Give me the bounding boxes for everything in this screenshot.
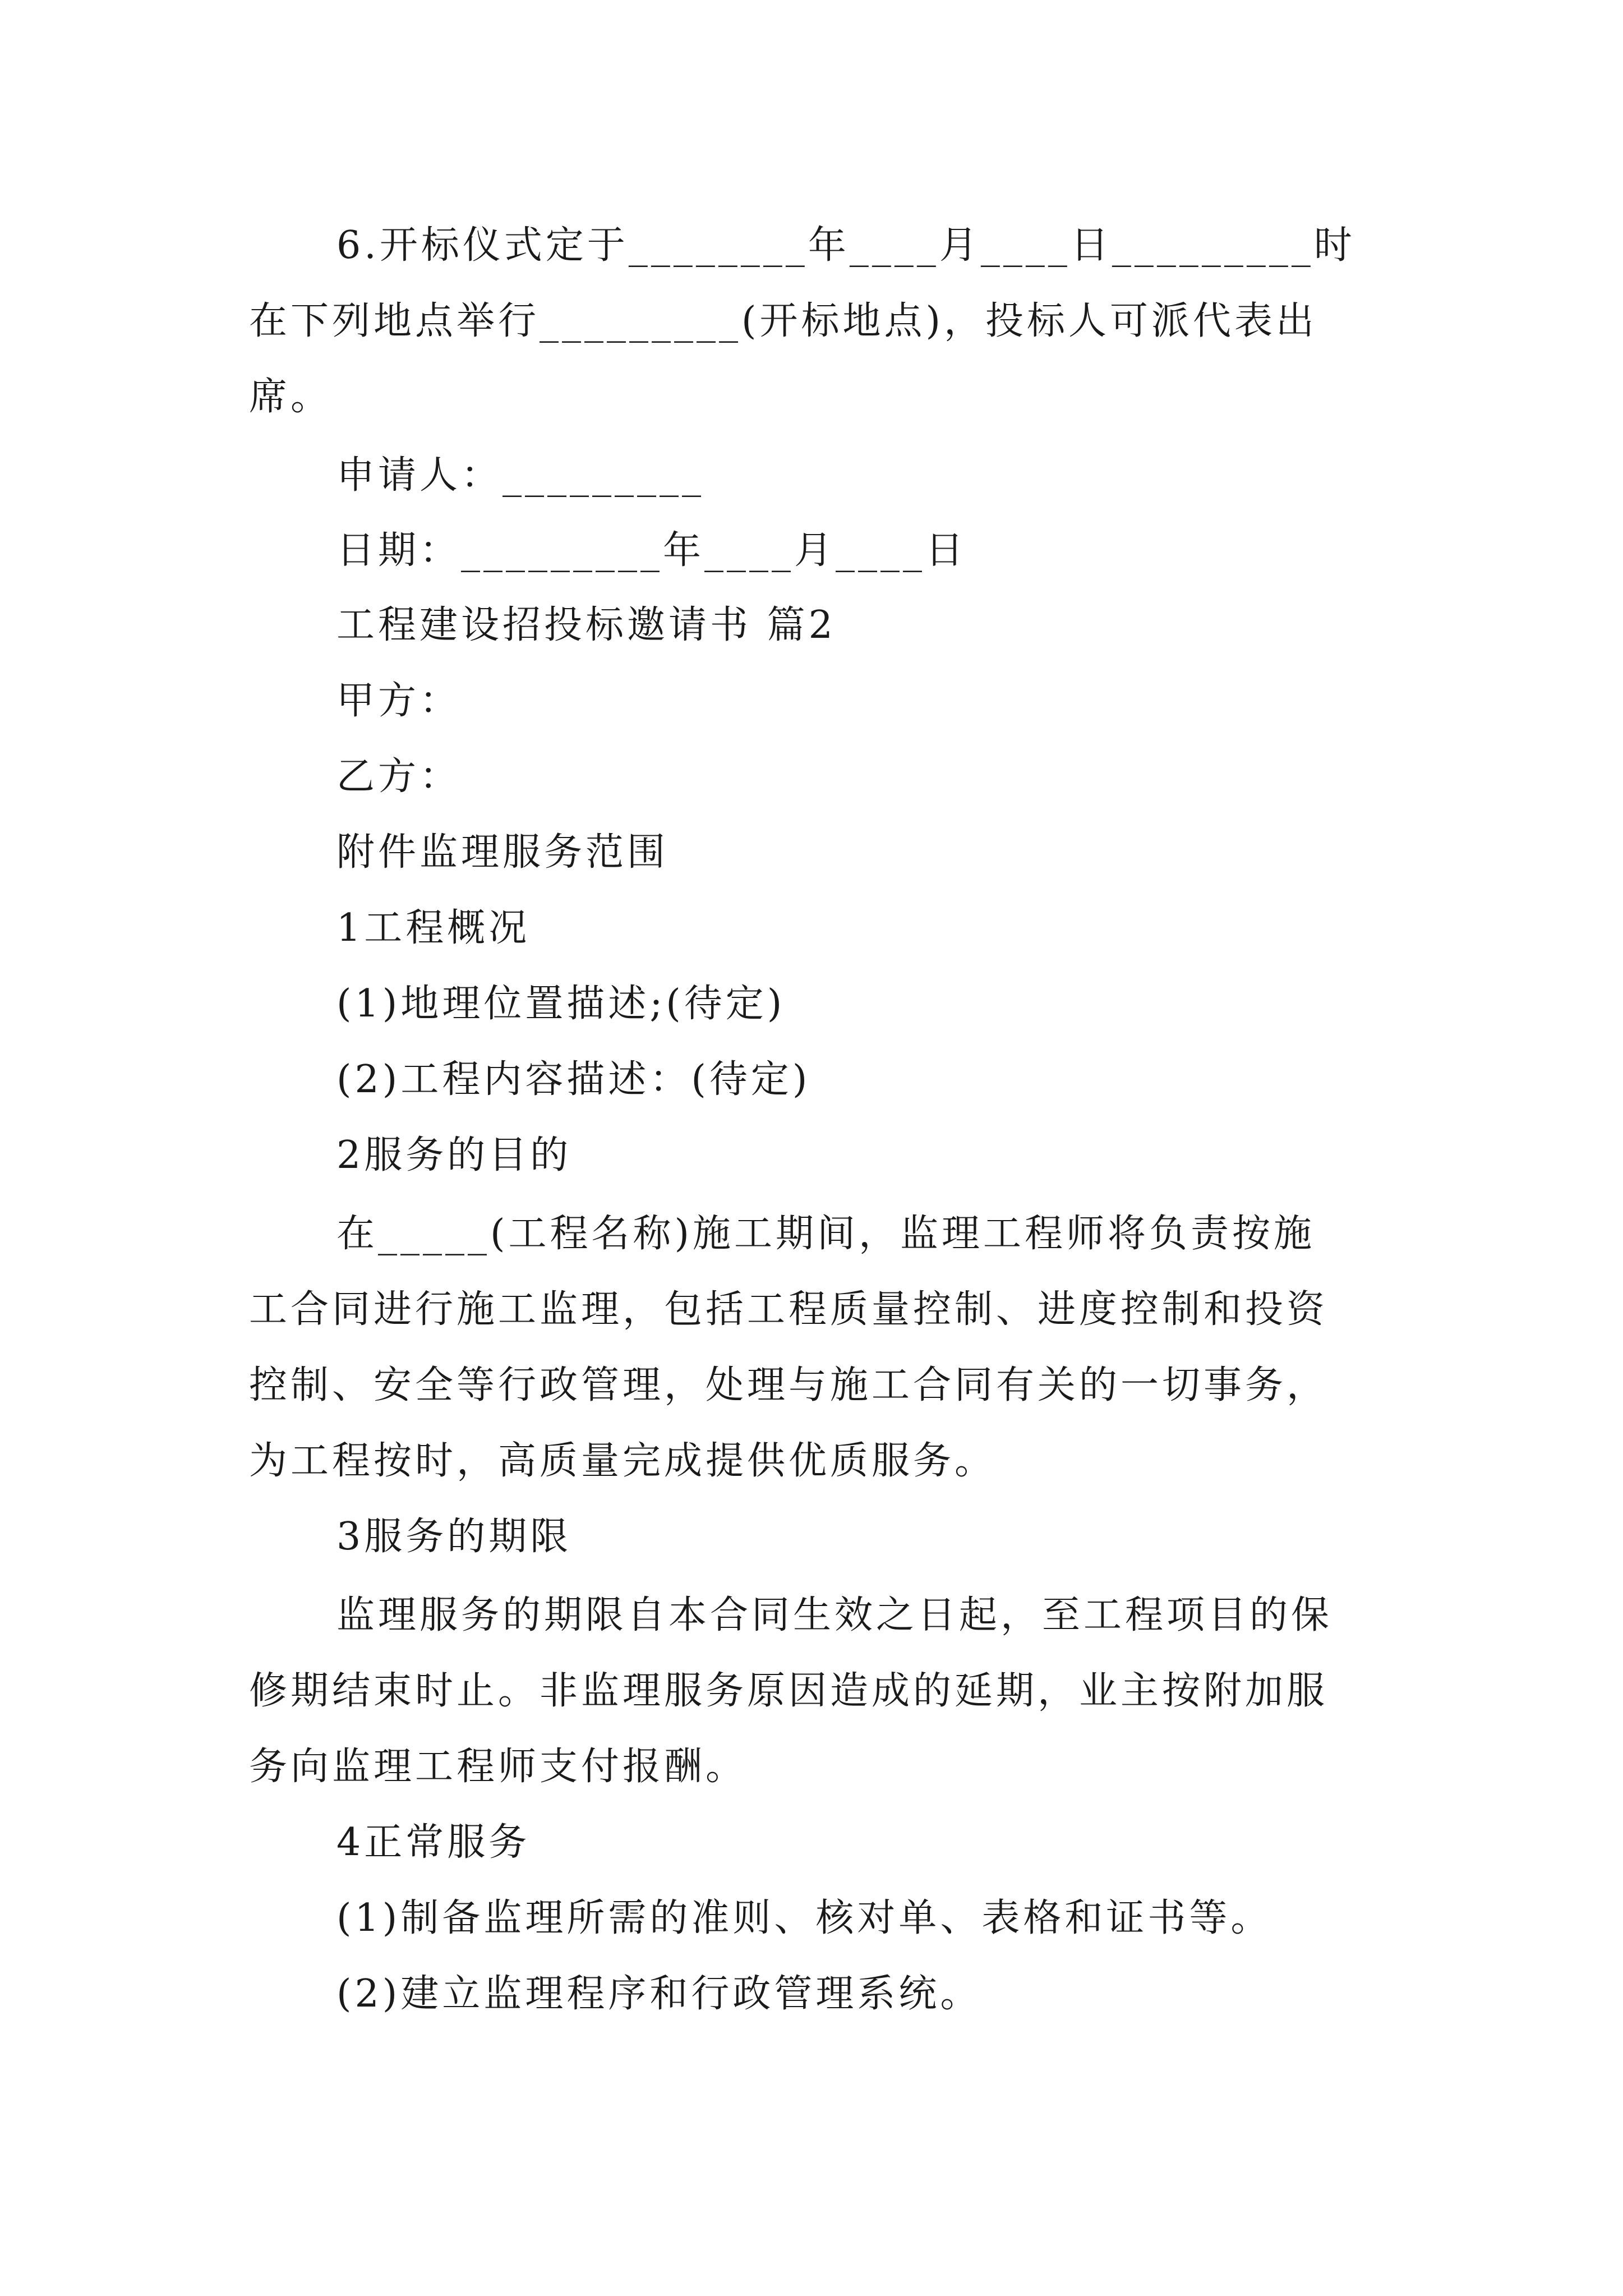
purpose-paragraph-line-2: 工合同进行施工监理，包括工程质量控制、进度控制和投资	[249, 1287, 1329, 1332]
service-item-1: (1)制备监理所需的准则、核对单、表格和证书等。	[336, 1896, 1272, 1940]
term-paragraph-line-1: 监理服务的期限自本合同生效之日起，至工程项目的保	[336, 1593, 1333, 1637]
date-line: 日期：_________年____月____日	[336, 528, 967, 573]
purpose-paragraph-line-3: 控制、安全等行政管理，处理与施工合同有关的一切事务，	[249, 1363, 1329, 1407]
opening-ceremony-line-1: 6.开标仪式定于________年____月____日_________时	[336, 223, 1355, 268]
opening-ceremony-line-2: 在下列地点举行_________(开标地点)，投标人可派代表出	[249, 299, 1318, 343]
heading-service-term: 3服务的期限	[336, 1515, 572, 1559]
purpose-paragraph-line-4: 为工程按时，高质量完成提供优质服务。	[249, 1439, 997, 1483]
item-content: (2)工程内容描述：(待定)	[336, 1057, 811, 1102]
service-item-2: (2)建立监理程序和行政管理系统。	[336, 1972, 982, 2016]
opening-ceremony-line-3: 席。	[249, 375, 333, 419]
item-location: (1)地理位置描述;(待定)	[336, 982, 786, 1026]
term-paragraph-line-2: 修期结束时止。非监理服务原因造成的延期，业主按附加服	[249, 1669, 1329, 1713]
party-b-line: 乙方：	[336, 754, 462, 799]
applicant-line: 申请人：_________	[336, 453, 705, 498]
party-a-line: 甲方：	[336, 679, 462, 723]
appendix-heading: 附件监理服务范围	[336, 830, 669, 875]
heading-project-overview: 1工程概况	[336, 906, 531, 950]
heading-normal-service: 4正常服务	[336, 1820, 531, 1865]
purpose-paragraph-line-1: 在_____(工程名称)施工期间，监理工程师将负责按施	[336, 1212, 1316, 1256]
heading-service-purpose: 2服务的目的	[336, 1133, 572, 1177]
section-heading-part-2: 工程建设招投标邀请书 篇2	[336, 603, 836, 647]
term-paragraph-line-3: 务向监理工程师支付报酬。	[249, 1745, 748, 1789]
